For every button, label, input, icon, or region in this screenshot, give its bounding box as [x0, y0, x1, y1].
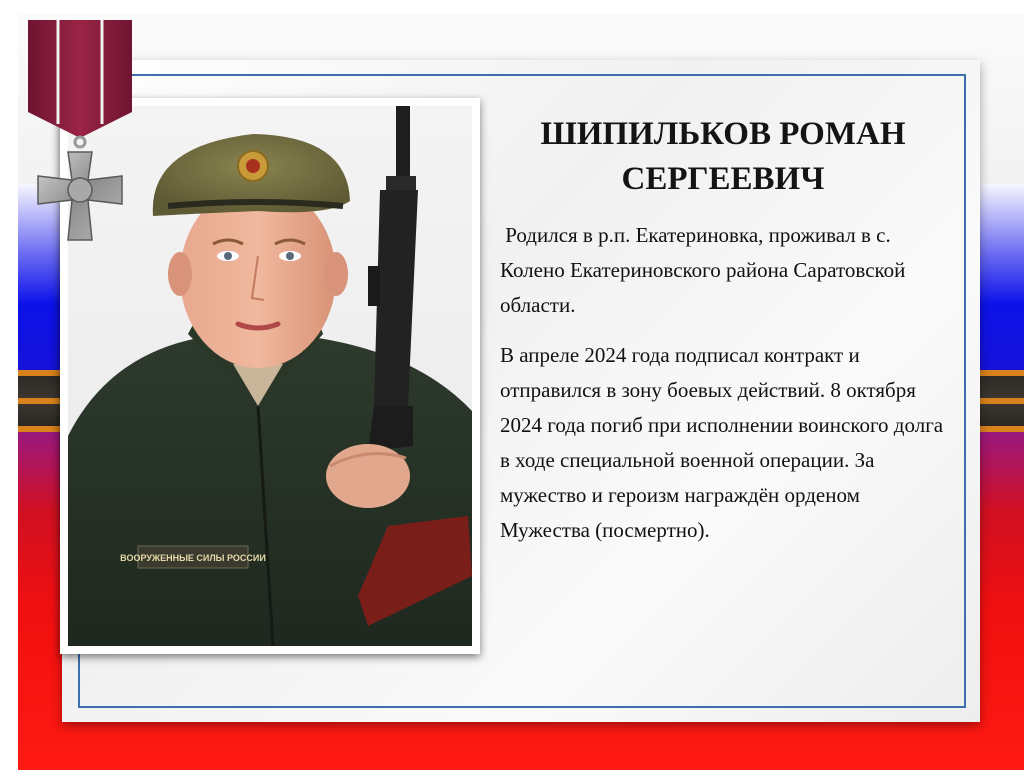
order-of-courage-medal-icon — [22, 20, 137, 255]
biography-service-paragraph: В апреле 2024 года подписал контракт и отправился в зону боевых действий. 8 октября 2024 года погиб при исполнении воинского долга в ходе специальной военной операции. За мужество и героизм награждён орденом Мужества (посмертно). — [500, 343, 944, 542]
person-name-heading: ШИПИЛЬКОВ РОМАН СЕРГЕЕВИЧ — [540, 116, 906, 197]
biography-birthplace-paragraph: Родился в р.п. Екатериновка, проживал в с. Колено Екатериновского района Саратовской области. — [500, 223, 911, 317]
chest-patch-text: ВООРУЖЕННЫЕ СИЛЫ РОССИИ — [120, 553, 266, 563]
